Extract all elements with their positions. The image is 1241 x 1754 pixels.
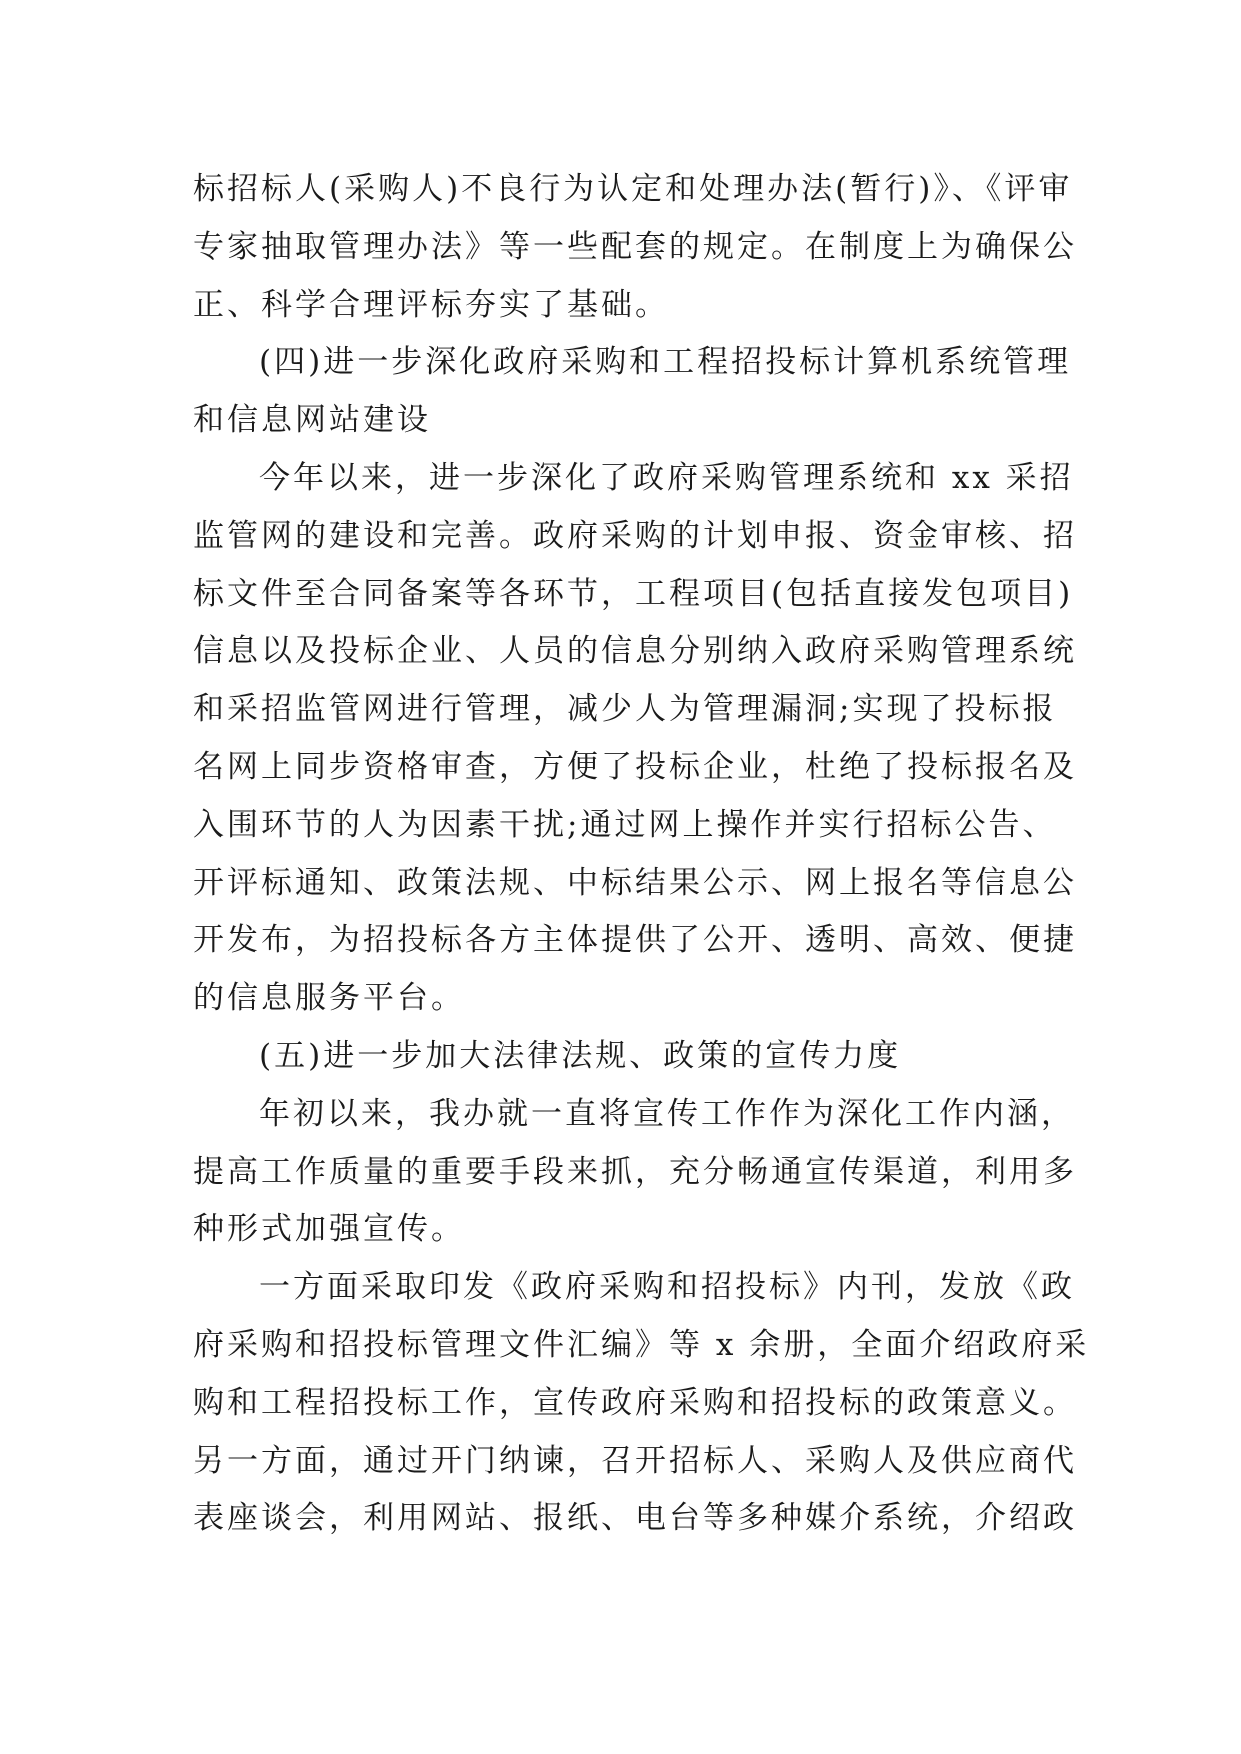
text-line: 一方面采取印发《政府采购和招投标》内刊，发放《政 [259, 1269, 1075, 1306]
text-line: 开发布，为招投标各方主体提供了公开、透明、高效、便捷 [193, 922, 1077, 959]
text-line: 年初以来，我办就一直将宣传工作作为深化工作内涵， [259, 1095, 1075, 1132]
text-line: 购和工程招投标工作，宣传政府采购和招投标的政策意义。 [193, 1384, 1077, 1421]
text-line: 专家抽取管理办法》等一些配套的规定。在制度上为确保公 [193, 228, 1077, 265]
text-line: 监管网的建设和完善。政府采购的计划申报、资金审核、招 [193, 517, 1077, 554]
document-body [193, 161, 1090, 1548]
text-line: 表座谈会，利用网站、报纸、电台等多种媒介系统，介绍政 [193, 1500, 1077, 1537]
text-line: 另一方面，通过开门纳谏，召开招标人、采购人及供应商代 [193, 1442, 1077, 1479]
text-line: 标文件至合同备案等各环节，工程项目(包括直接发包项目) [193, 575, 1074, 612]
text-line: 的信息服务平台。 [193, 980, 465, 1017]
text-line: 标招标人(采购人)不良行为认定和处理办法(暂行)》、《评审 [193, 171, 1073, 207]
text-line: 名网上同步资格审查，方便了投标企业，杜绝了投标报名及 [193, 748, 1077, 785]
section-heading-five: (五)进一步加大法律法规、政策的宣传力度 [259, 1037, 902, 1074]
text-line: 今年以来，进一步深化了政府采购管理系统和 xx 采招 [259, 459, 1074, 496]
text-line: 开评标通知、政策法规、中标结果公示、网上报名等信息公 [193, 864, 1077, 901]
section-heading-four-continued: 和信息网站建设 [193, 402, 431, 439]
section-heading-four: (四)进一步深化政府采购和工程招投标计算机系统管理 [259, 344, 1072, 381]
text-line: 和采招监管网进行管理，减少人为管理漏洞;实现了投标报 [193, 691, 1057, 728]
text-line: 正、科学合理评标夯实了基础。 [193, 286, 669, 323]
text-line: 提高工作质量的重要手段来抓，充分畅通宣传渠道，利用多 [193, 1153, 1077, 1190]
text-line: 府采购和招投标管理文件汇编》等 x 余册，全面介绍政府采 [193, 1326, 1090, 1363]
text-line: 信息以及投标企业、人员的信息分别纳入政府采购管理系统 [193, 633, 1077, 670]
text-line: 入围环节的人为因素干扰;通过网上操作并实行招标公告、 [193, 806, 1057, 843]
text-line: 种形式加强宣传。 [193, 1211, 465, 1248]
